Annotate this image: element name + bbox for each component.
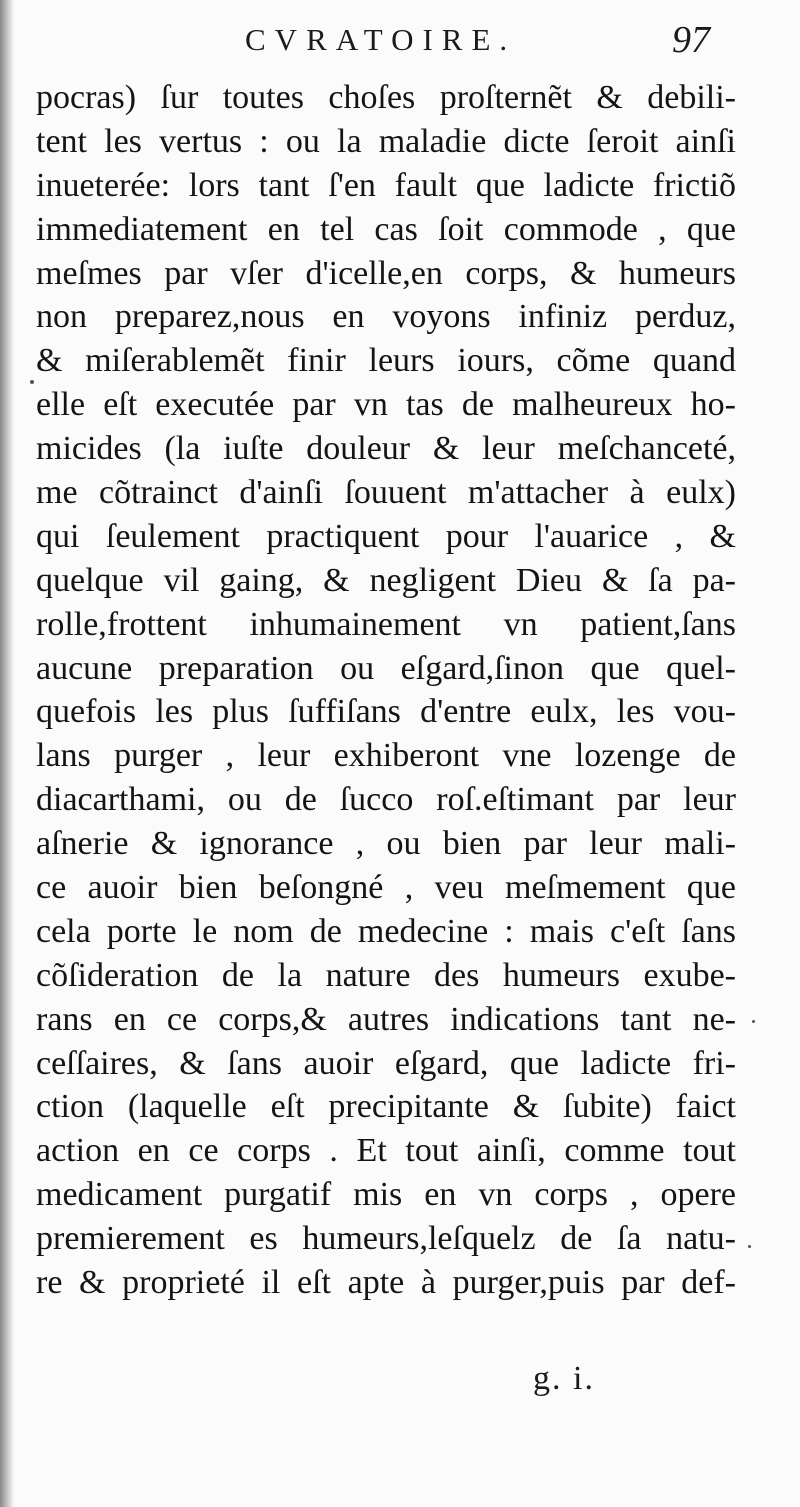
page-header	[0, 18, 800, 68]
text-line: action en ce corps . Et tout ainſi, comme tout	[36, 1132, 736, 1170]
body-text	[36, 76, 736, 1305]
text-line: diacarthami, ou de ſucco roſ.eſtimant par leur	[36, 781, 736, 819]
text-line: cela porte le nom de medecine : mais c'eſt ſans	[36, 912, 736, 950]
text-line: rolle,frottent inhumainement vn patient,ſans	[36, 605, 736, 643]
text-line: ction (laquelle eſt precipitante & ſubite) faict	[36, 1088, 736, 1126]
text-line: meſmes par vſer d'icelle,en corps, & humeurs	[36, 254, 736, 292]
text-line: quefois les plus ſuffiſans d'entre eulx, les vou-	[36, 693, 736, 731]
text-line: aucune preparation ou eſgard,ſinon que quel-	[36, 649, 736, 687]
text-line: medicament purgatif mis en vn corps , opere	[36, 1176, 736, 1214]
text-line: premierement es humeurs,leſquelz de ſa natu-	[36, 1220, 736, 1258]
catchword: g. i.	[533, 1360, 595, 1397]
ink-speck	[748, 1245, 751, 1248]
text-line: micides (la iuſte douleur & leur meſchanceté,	[36, 430, 736, 468]
ink-speck	[752, 1020, 755, 1023]
gutter-shadow	[0, 0, 14, 1507]
text-line: lans purger , leur exhiberont vne lozenge de	[36, 737, 736, 775]
text-line: immediatement en tel cas ſoit commode , que	[36, 210, 736, 248]
ink-speck	[30, 380, 34, 384]
text-line: qui ſeulement practiquent pour l'auarice , &	[36, 517, 736, 555]
text-line: me cõtrainct d'ainſi ſouuent m'attacher à eulx)	[36, 474, 736, 512]
running-head: CVRATOIRE.	[245, 22, 517, 57]
text-line: elle eſt executée par vn tas de malheureux ho-	[36, 386, 736, 424]
text-line: cõſideration de la nature des humeurs exube-	[36, 956, 736, 994]
text-line: non preparez,nous en voyons infiniz perduz,	[36, 298, 736, 336]
page-number: 97	[672, 19, 710, 61]
text-line: tent les vertus : ou la maladie dicte ſeroit ainſi	[36, 122, 736, 160]
text-line: rans en ce corps,& autres indications tant ne-	[36, 1000, 736, 1038]
text-line: ce auoir bien beſongné , veu meſmement que	[36, 869, 736, 907]
text-line: aſnerie & ignorance , ou bien par leur mali-	[36, 825, 736, 863]
text-line: ceſſaires, & ſans auoir eſgard, que ladicte fri-	[36, 1044, 736, 1082]
text-line: pocras) ſur toutes choſes proſternẽt & debili-	[36, 79, 736, 116]
text-line: quelque vil gaing, & negligent Dieu & ſa pa-	[36, 561, 736, 599]
text-line: inueterée: lors tant ſ'en fault que ladicte frictiõ	[36, 166, 736, 204]
text-line: & miſerablemẽt finir leurs iours, cõme quand	[36, 342, 736, 380]
text-line: re & proprieté il eſt apte à purger,puis par def-	[36, 1264, 736, 1302]
